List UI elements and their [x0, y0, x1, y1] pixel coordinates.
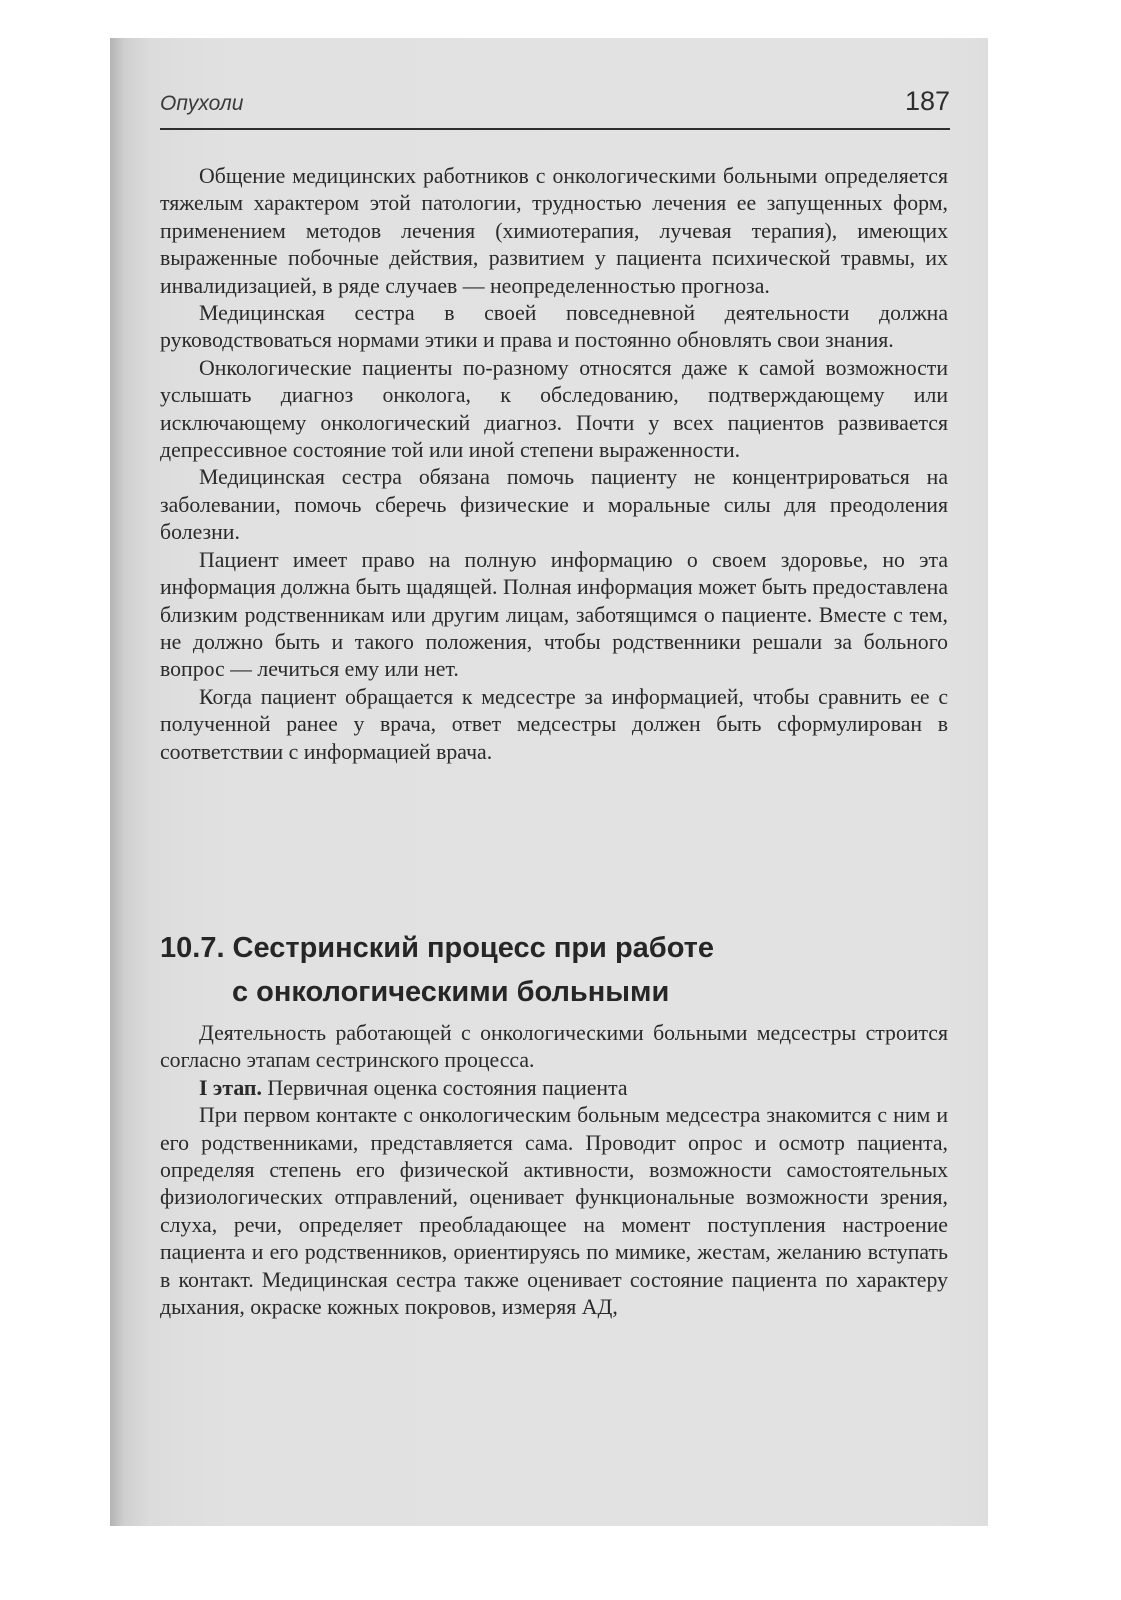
paragraph: Общение медицинских работников с онкологическими больными определяется тяжелым характером этой патологии, трудностью лечения ее запущенных форм, применением методов лечения (химиотерапия, лучевая терапия), имеющих выраженные побочные действия, развитием у пациента психической травмы, их инвалидизацией, в ряде случаев — неопределенностью прогноза.	[160, 164, 948, 298]
stage-paragraph	[160, 1075, 948, 1102]
paragraph: Онкологические пациенты по-разному относятся даже к самой возможности услышать диагноз онколога, к обследованию, подтверждающему или исключающему онкологический диагноз. Почти у всех пациентов развивается депрессивное состояние той или иной степени выраженности.	[160, 355, 948, 463]
paragraph: Пациент имеет право на полную информацию о своем здоровье, но эта информация должна быть щадящей. Полная информация может быть предоставлена близким родственникам или другим лицам, заботящимся о пациенте. Вместе с тем, не должно быть и такого положения, чтобы родственники решали за больного вопрос — лечиться ему или нет.	[160, 547, 948, 682]
body-text-top	[160, 163, 948, 766]
paragraph: При первом контакте с онкологическим больным медсестра знакомится с ним и его родственниками, представляется сама. Проводит опрос и осмотр пациента, определяя степень его физической активности, возможности самостоятельных физиологических отправлений, оценивает функциональные возможности зрения, слуха, речи, определяет преобладающее на момент поступления настроение пациента и его родственников, ориентируясь по мимике, жестам, желанию вступать в контакт. Медицинская сестра также оценивает состояние пациента по характеру дыхания, окраске кожных покровов, измеряя АД,	[160, 1103, 948, 1320]
paragraph: Когда пациент обращается к медсестре за информацией, чтобы сравнить ее с полученной ранее у врача, ответ медсестры должен быть сформулирован в соответствии с информацией врача.	[160, 684, 948, 764]
section-title-line-1: 10.7. Сестринский процесс при работе	[160, 932, 715, 964]
section-heading	[160, 926, 950, 1014]
stage-text: Первичная оценка состояния пациента	[261, 1075, 628, 1100]
running-title: Опухоли	[160, 92, 244, 115]
stage-label: I этап.	[199, 1075, 262, 1100]
page-number: 187	[904, 86, 950, 116]
paragraph: Медицинская сестра обязана помочь пациенту не концентрироваться на заболевании, помочь сберечь физические и моральные силы для преодоления болезни.	[160, 465, 948, 545]
body-text-bottom	[160, 1020, 948, 1321]
paragraph: Деятельность работающей с онкологическими больными медсестры строится согласно этапам сестринского процесса.	[160, 1021, 948, 1073]
section-title-line-2: с онкологическими больными	[232, 976, 670, 1008]
header-rule	[160, 128, 950, 130]
running-header	[160, 86, 950, 128]
paragraph: Медицинская сестра в своей повседневной деятельности должна руководствоваться нормами этики и права и постоянно обновлять свои знания.	[160, 301, 948, 353]
